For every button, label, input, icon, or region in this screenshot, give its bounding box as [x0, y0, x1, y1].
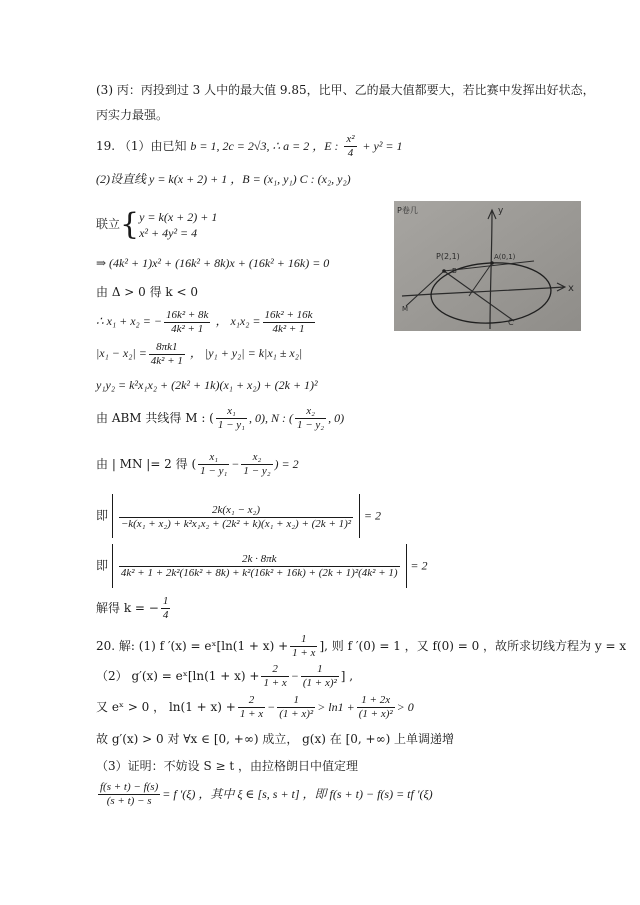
discriminant-line: 由 Δ > 0 得 k < 0 — [96, 285, 199, 299]
abs-equation-1: 即 $\frac{\text{2k(x₁ − x₂)}}{\text{−k(x₁ + x₂) + k²x₁x₂ + (2k² + k)(x₁ + x₂) + (2k + 1)²}}$ = 2 — [96, 494, 381, 534]
mean-value-line: $\frac{f(s + t) - f(s)}{(s + t) - s}$ = f ′(ξ) ，其中 ξ ∈ [s, s + t] ，即 f(s + t) − f(s) = tf ′(ξ) — [100, 781, 433, 807]
difference-line: |x₁ − x₂| = $\frac{8\pi k1}{\text{4k² + 1}}$ ， |y₁ + y₂| = k|x₁ ± x₂| — [96, 340, 303, 367]
monotonic-line: 故 g′(x) > 0 对 ∀x ∈ [0, +∞) 成立， g(x) 在 [0, +∞) 上单调递增 — [96, 732, 455, 746]
inequality-line: 又 eˣ > 0 ， ln(1 + x) + $\frac{2}{1 + x}$ − $\frac{1}{\text{(1 + x)²}}$ > ln1 + $\frac{1 + 2x}{\text{(1 + x)²}}$ > 0 — [96, 694, 414, 720]
line-setup: (2)设直线 y = k(x + 2) + 1 ，B = (x₁, y₁) C : (x₂, y₂) — [96, 172, 351, 186]
sketch-photo — [394, 201, 581, 331]
vieta-line: ∴ x₁ + x₂ = − $\frac{\text{16k² + 8k}}{\text{4k² + 1}}$ ， x₁x₂ = $\frac{\text{16k² + 16k}}{\text{4k² + 1}}$ — [96, 308, 313, 335]
label-x: x — [568, 283, 574, 294]
text-line-2: 丙实力最强。 — [96, 108, 169, 122]
problem-20-part1: 20. 解: (1) f ′(x) = eˣ[ln(1 + x) + $\frac{1}{1 + x}$ ], 则 f ′(0) = 1 ，又 f(0) = 0 ，故所求切线方程为 y = x — [96, 633, 627, 659]
ellipse-sketch — [394, 201, 581, 331]
product-y-line: y₁y₂ = k²x₁x₂ + (2k² + 1k)(x₁ + x₂) + (2k + 1)² — [96, 378, 318, 392]
label-m: M — [402, 305, 409, 313]
mn-condition-line: 由 | MN |= 2 得 ( $\frac{\text{x₁}}{\text{1 − y₁}}$ − $\frac{\text{x₂}}{\text{1 − y₂}}$ ) = 2 — [96, 451, 299, 477]
problem-20-part2: （2） g′(x) = eˣ[ln(1 + x) + $\frac{2}{1 + x}$ − $\frac{1}{\text{(1 + x)²}}$ ] , — [96, 663, 354, 689]
sketch-corner-note: P卷几 — [397, 206, 418, 215]
text-line-1: (3) 丙：丙投到过 3 人中的最大值 9.85，比甲、乙的最大值都要大，若比赛中发挥出好状态， — [96, 83, 595, 97]
label-b: B — [452, 267, 457, 275]
label-p: P(2,1) — [436, 252, 460, 261]
solution-k: 解得 k = − $\frac{1}{4}$ — [96, 595, 169, 621]
label-y: y — [498, 206, 504, 216]
collinear-line: 由 ABM 共线得 M : ( $\frac{\text{x₁}}{\text{1 − y₁}}$ , 0), N : ( $\frac{\text{x₂}}{\text{1 − y₂}}$ , 0) — [96, 405, 345, 431]
abs-equation-2: 即 2k · 8πk 4k² + 1 + 2k²(16k² + 8k) + k²(16k² + 16k) + (2k + 1)²(4k² + 1) = 2 — [96, 544, 428, 584]
quadratic-equation: ⇒ (4k² + 1)x² + (16k² + 8k)x + (16k² + 16k) = 0 — [96, 256, 330, 270]
label-a: A(0,1) — [494, 253, 516, 261]
system-of-equations: 联立{ y = k(x + 2) + 1 x² + 4y² = 4 — [96, 206, 218, 242]
part3-proof-line: （3）证明：不妨设 S ≥ t ，由拉格朗日中值定理 — [96, 759, 358, 773]
problem-19-part1: 19. （1）由已知 b = 1, 2c = 2√3, ∴ a = 2 ，E : $\frac{\text{x²}}{4}$ + y² = 1 — [96, 133, 403, 159]
label-c: C — [508, 318, 514, 327]
